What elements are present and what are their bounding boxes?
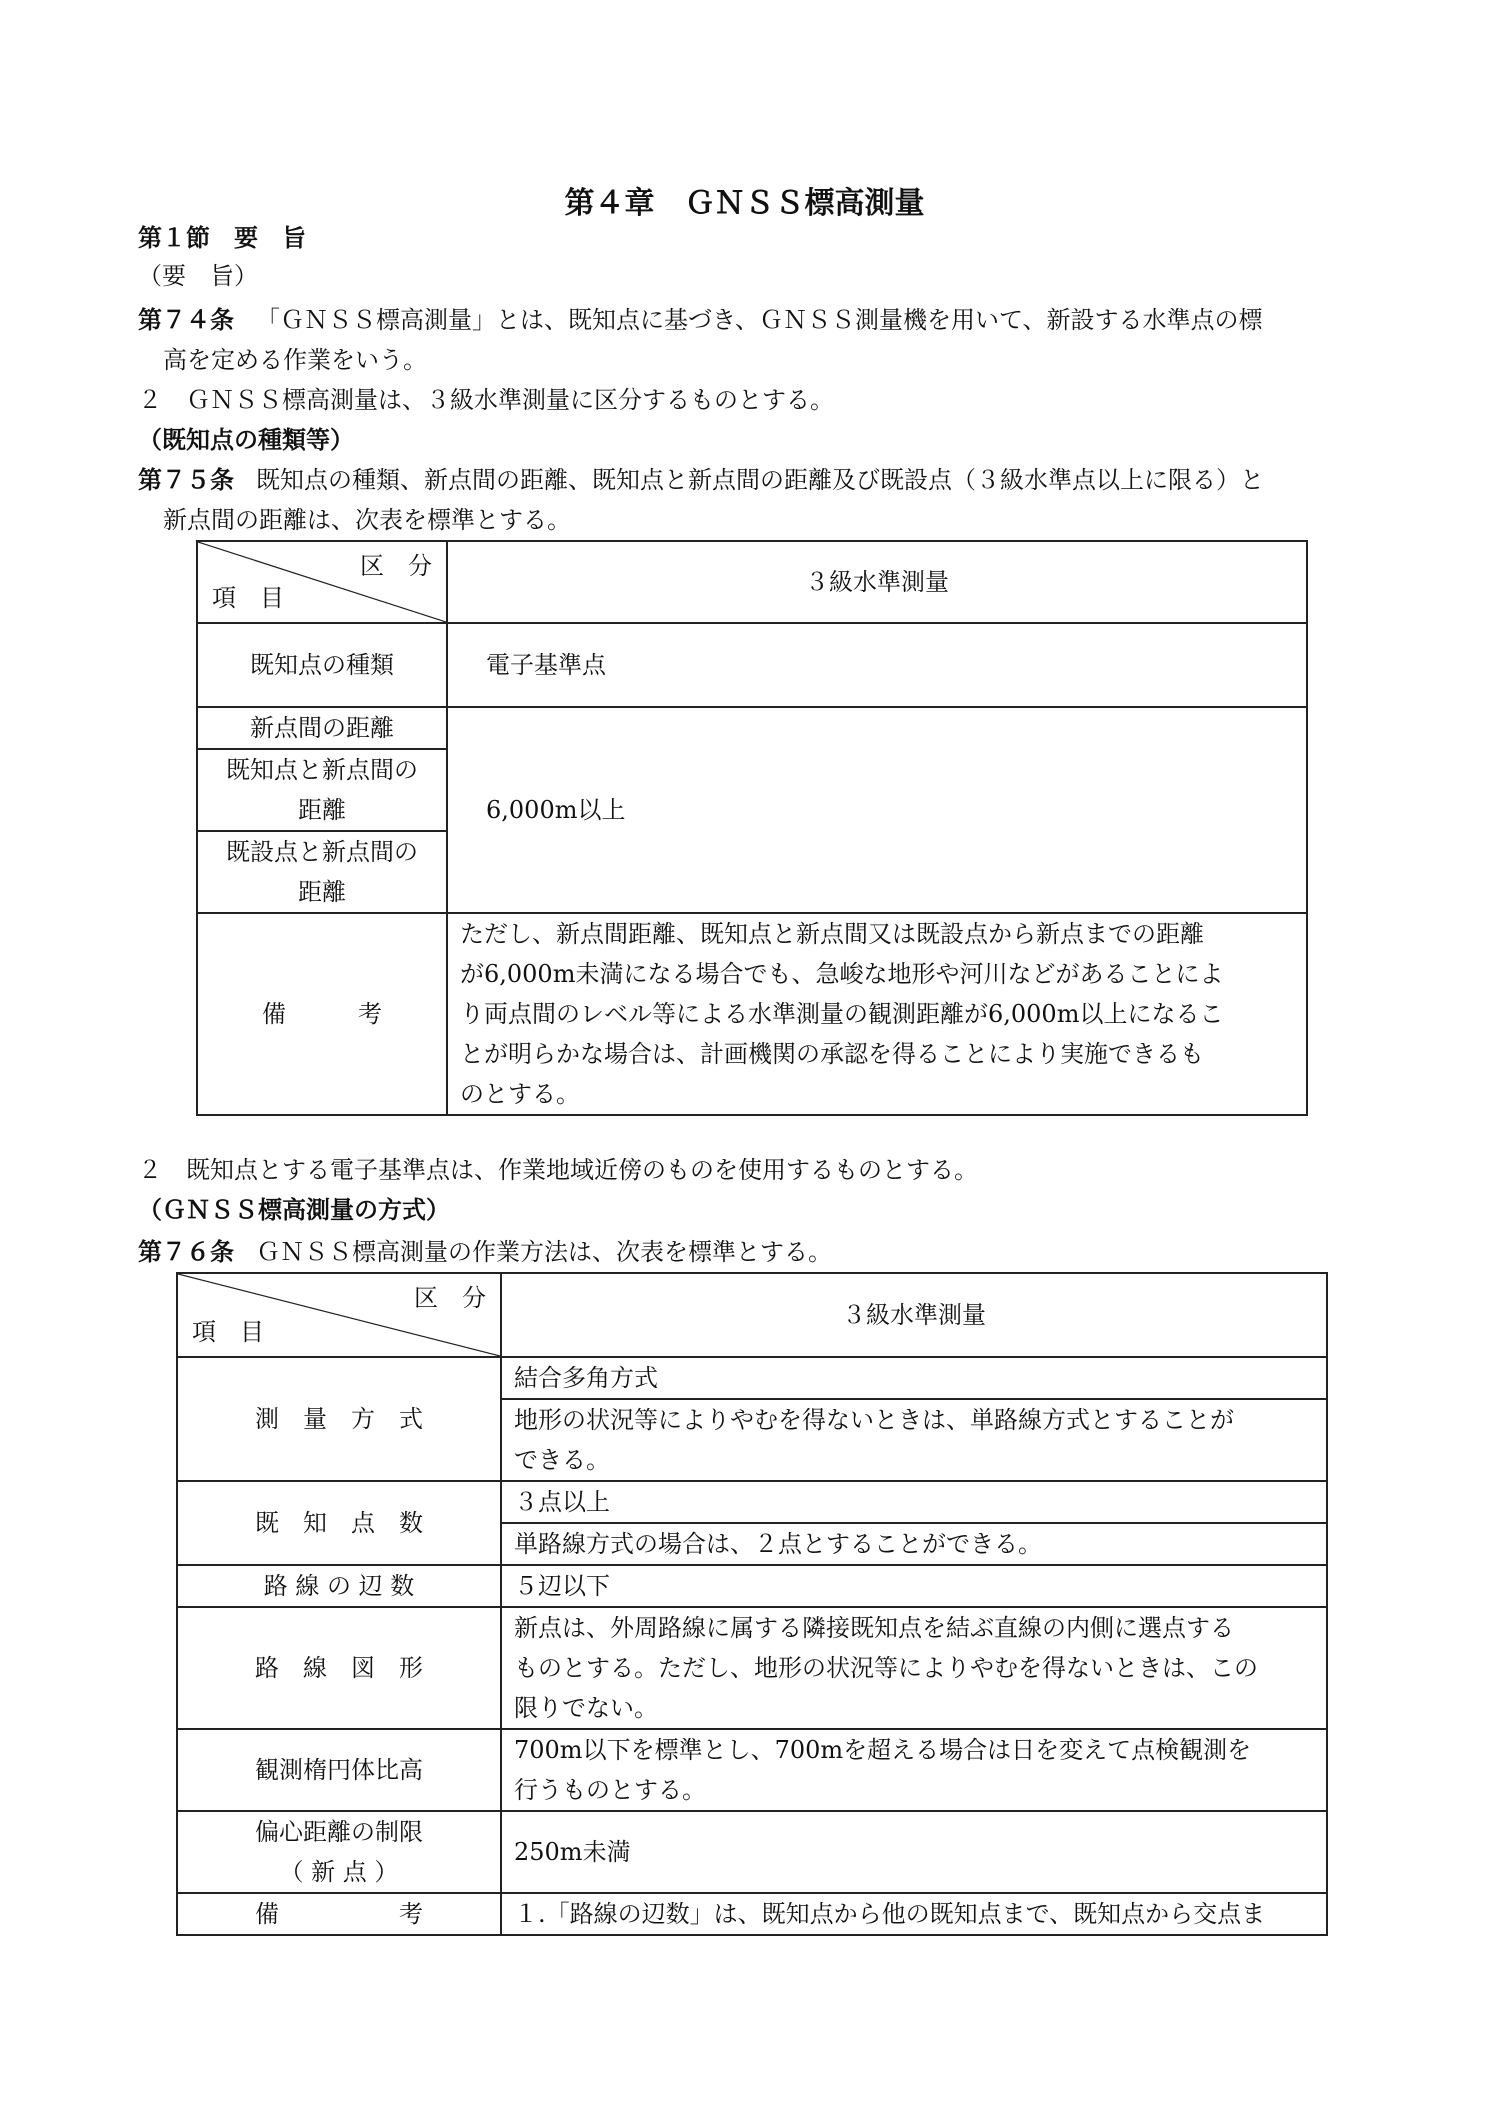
table1-header-kubun: 区 分	[360, 552, 432, 580]
table1-row-label: 新点間の距離	[197, 707, 447, 749]
table2-r5-line: 行うものとする。	[514, 1776, 706, 1804]
table2-row-label: 測 量 方 式	[177, 1357, 501, 1481]
table2-r4-line: 限りでない。	[514, 1694, 658, 1722]
table1-row-value: 電子基準点	[447, 623, 1307, 707]
table2-row-label: 観測楕円体比高	[177, 1729, 501, 1811]
table1-header-diagonal-cell	[197, 541, 447, 623]
article-75-line2: 新点間の距離は、次表を標準とする。	[163, 506, 571, 534]
heading-yoshi: （要 旨）	[138, 262, 258, 290]
table2-row-label: 既 知 点 数	[177, 1481, 501, 1565]
table1-note-label: 備 考	[197, 913, 447, 1115]
table2-row-value	[501, 1729, 1327, 1811]
table1-note-line: とが明らかな場合は、計画機関の承認を得ることにより実施できるも	[460, 1040, 1204, 1068]
table2-r1-v2-line1: 地形の状況等によりやむを得ないときは、単路線方式とすることが	[514, 1406, 1234, 1434]
table-1	[196, 540, 1308, 1116]
table2-row-value: ３点以上	[501, 1481, 1327, 1523]
article-76-text-1: ＧＮＳＳ標高測量の作業方法は、次表を標準とする。	[256, 1238, 832, 1266]
table2-row-value: ５辺以下	[501, 1565, 1327, 1607]
table2-row-value	[501, 1607, 1327, 1729]
table2-r5-line: 700m以下を標準とし、700mを超える場合は日を変えて点検観測を	[514, 1736, 1252, 1764]
table2-r6-label-line2: （ 新 点 ）	[279, 1858, 399, 1886]
table1-row3-line1: 既知点と新点間の	[226, 756, 418, 784]
table1-distance-value: 6,000m以上	[447, 707, 1307, 913]
table1-row3-line2: 距離	[298, 796, 346, 824]
article-74-number: 第７４条	[138, 306, 234, 334]
article-75-number: 第７５条	[138, 466, 234, 494]
table2-row-label	[177, 1811, 501, 1893]
article-76-line1	[138, 1232, 832, 1272]
table2-row-label: 備 考	[177, 1893, 501, 1935]
table1-row-label: 既知点の種類	[197, 623, 447, 707]
table2-row-value	[501, 1399, 1327, 1481]
table2-r6-label-line1: 偏心距離の制限	[255, 1818, 423, 1846]
table1-note-line: ただし、新点間距離、既知点と新点間又は既設点から新点までの距離	[460, 920, 1204, 948]
article-74-line1	[138, 300, 1263, 340]
table1-row4-line2: 距離	[298, 878, 346, 906]
article-76-number: 第７６条	[138, 1238, 234, 1266]
table2-header-kubun: 区 分	[414, 1284, 486, 1312]
table2-header-diagonal-cell	[177, 1273, 501, 1357]
article-75-line1	[138, 460, 1264, 500]
table2-header-col: ３級水準測量	[501, 1273, 1327, 1357]
article-75-para2: ２ 既知点とする電子基準点は、作業地域近傍のものを使用するものとする。	[138, 1156, 978, 1184]
heading-kichi: （既知点の種類等）	[138, 426, 354, 454]
table2-header-koumoku: 項 目	[192, 1318, 264, 1346]
table1-note-line: のとする。	[460, 1080, 580, 1108]
table2-r4-line: ものとする。ただし、地形の状況等によりやむを得ないときは、この	[514, 1654, 1258, 1682]
table1-note-line: り両点間のレベル等による水準測量の観測距離が6,000m以上になるこ	[460, 1000, 1224, 1028]
chapter-title: 第４章 ＧＮＳＳ標高測量	[564, 186, 925, 221]
article-74-line2: 高を定める作業をいう。	[163, 346, 427, 374]
table-2	[176, 1272, 1328, 1936]
table2-row-label: 路 線 図 形	[177, 1607, 501, 1729]
table1-row4-line1: 既設点と新点間の	[226, 838, 418, 866]
table1-header-koumoku: 項 目	[212, 584, 284, 612]
table2-row-value: １.「路線の辺数」は、既知点から他の既知点まで、既知点から交点ま	[501, 1893, 1327, 1935]
table2-row-value: 単路線方式の場合は、２点とすることができる。	[501, 1523, 1327, 1565]
table2-row-label: 路 線 の 辺 数	[177, 1565, 501, 1607]
article-75-text-1: 既知点の種類、新点間の距離、既知点と新点間の距離及び既設点（３級水準点以上に限る）と	[256, 466, 1264, 494]
table1-note-cell	[447, 913, 1307, 1115]
table1-row-label	[197, 749, 447, 831]
table2-r4-line: 新点は、外周路線に属する隣接既知点を結ぶ直線の内側に選点する	[514, 1614, 1234, 1642]
table1-note-line: が6,000m未満になる場合でも、急峻な地形や河川などがあることによ	[460, 960, 1224, 988]
heading-houshiki: （ＧＮＳＳ標高測量の方式）	[138, 1196, 450, 1224]
article-74-para2: ２ ＧＮＳＳ標高測量は、３級水準測量に区分するものとする。	[138, 386, 834, 414]
section-title: 第１節 要 旨	[138, 224, 306, 252]
table2-row-value: 結合多角方式	[501, 1357, 1327, 1399]
table2-r1-v2-line2: できる。	[514, 1446, 610, 1474]
table1-header-col: ３級水準測量	[447, 541, 1307, 623]
table2-row-value: 250m未満	[501, 1811, 1327, 1893]
table1-row-label	[197, 831, 447, 913]
article-74-text-1: 「ＧＮＳＳ標高測量」とは、既知点に基づき、ＧＮＳＳ測量機を用いて、新設する水準点の標	[256, 306, 1263, 334]
